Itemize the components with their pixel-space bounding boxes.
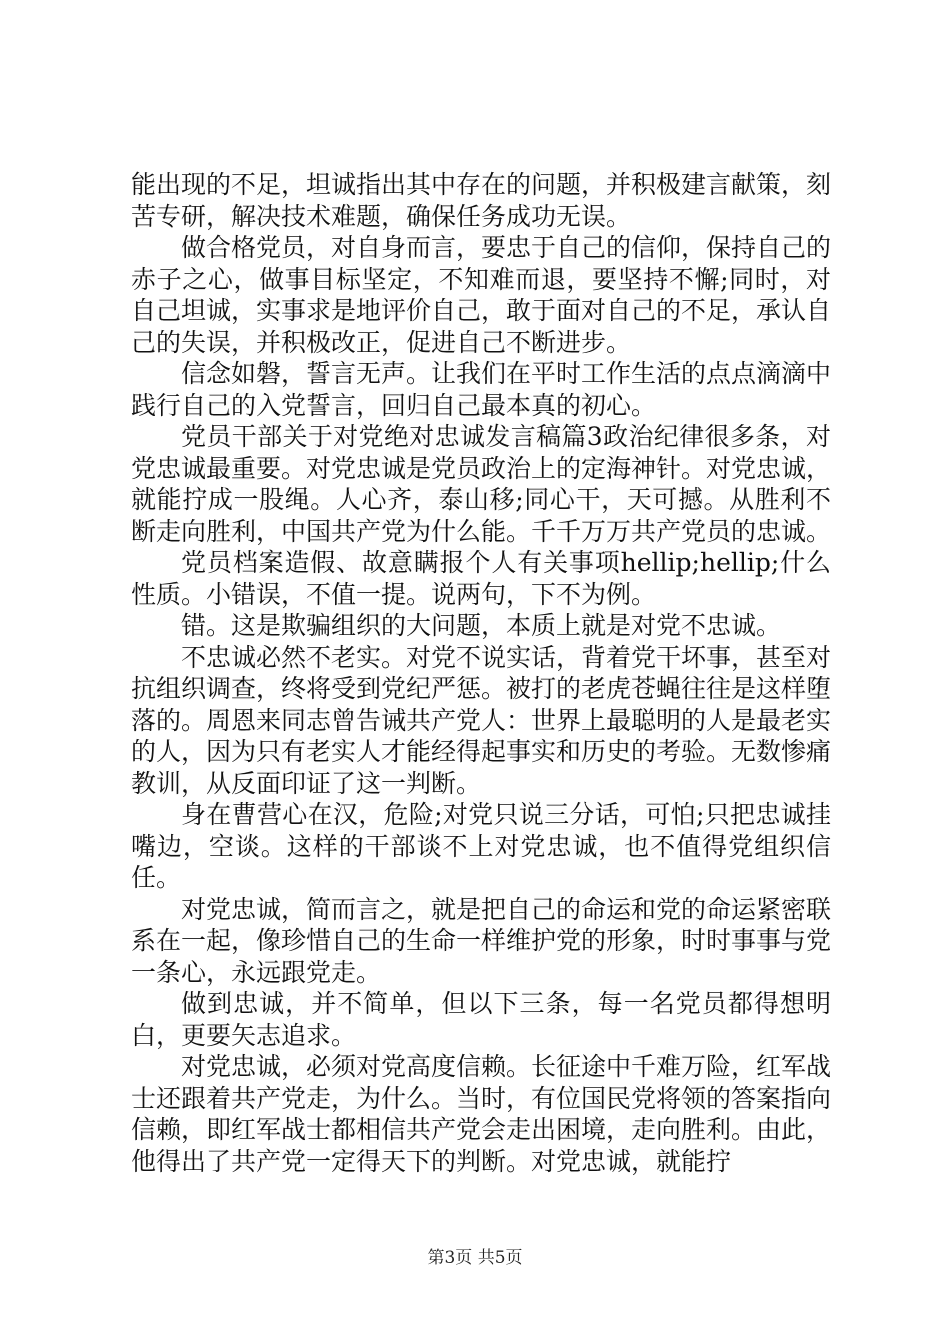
document-body [131, 169, 831, 1177]
paragraph: 错。这是欺骗组织的大问题，本质上就是对党不忠诚。 [181, 611, 782, 640]
page-number-footer: 第3页 共5页 [427, 1248, 523, 1268]
paragraph: 党员档案造假、故意瞒报个人有关事项hellip;hellip;什么性质。小错误，不值一提。说两句，下不为例。 [131, 548, 831, 609]
paragraph: 不忠诚必然不老实。对党不说实话，背着党干坏事，甚至对抗组织调查，终将受到党纪严惩。被打的老虎苍蝇往往是这样堕落的。周恩来同志曾告诫共产党人：世界上最聪明的人是最老实的人，因为只有老实人才能经得起事实和历史的考验。无数惨痛教训，从反面印证了这一判断。 [131, 642, 832, 798]
paragraph: 党员干部关于对党绝对忠诚发言稿篇3政治纪律很多条，对党忠诚最重要。对党忠诚是党员政治上的定海神针。对党忠诚，就能拧成一股绳。人心齐，泰山移;同心干，天可撼。从胜利不断走向胜利，中国共产党为什么能。千千万万共产党员的忠诚。 [131, 422, 832, 546]
paragraph: 做合格党员，对自身而言，要忠于自己的信仰，保持自己的赤子之心，做事目标坚定，不知难而退，要坚持不懈;同时，对自己坦诚，实事求是地评价自己，敢于面对自己的不足，承认自己的失误，并积极改正，促进自己不断进步。 [131, 233, 832, 357]
paragraph: 能出现的不足，坦诚指出其中存在的问题，并积极建言献策，刻苦专研，解决技术难题，确保任务成功无误。 [131, 170, 832, 231]
paragraph: 信念如磐，誓言无声。让我们在平时工作生活的点点滴滴中践行自己的入党誓言，回归自己最本真的初心。 [131, 359, 832, 420]
paragraph: 身在曹营心在汉，危险;对党只说三分话，可怕;只把忠诚挂嘴边，空谈。这样的干部谈不上对党忠诚，也不值得党组织信任。 [131, 800, 831, 892]
paragraph: 做到忠诚，并不简单，但以下三条，每一名党员都得想明白，更要矢志追求。 [131, 989, 831, 1050]
paragraph: 对党忠诚，简而言之，就是把自己的命运和党的命运紧密联系在一起，像珍惜自己的生命一样维护党的形象，时时事事与党一条心，永远跟党走。 [131, 894, 832, 987]
paragraph: 对党忠诚，必须对党高度信赖。长征途中千难万险，红军战士还跟着共产党走，为什么。当时，有位国民党将领的答案指向信赖，即红军战士都相信共产党会走出困境，走向胜利。由此，他得出了共产党一定得天下的判断。对党忠诚，就能拧 [131, 1052, 832, 1176]
